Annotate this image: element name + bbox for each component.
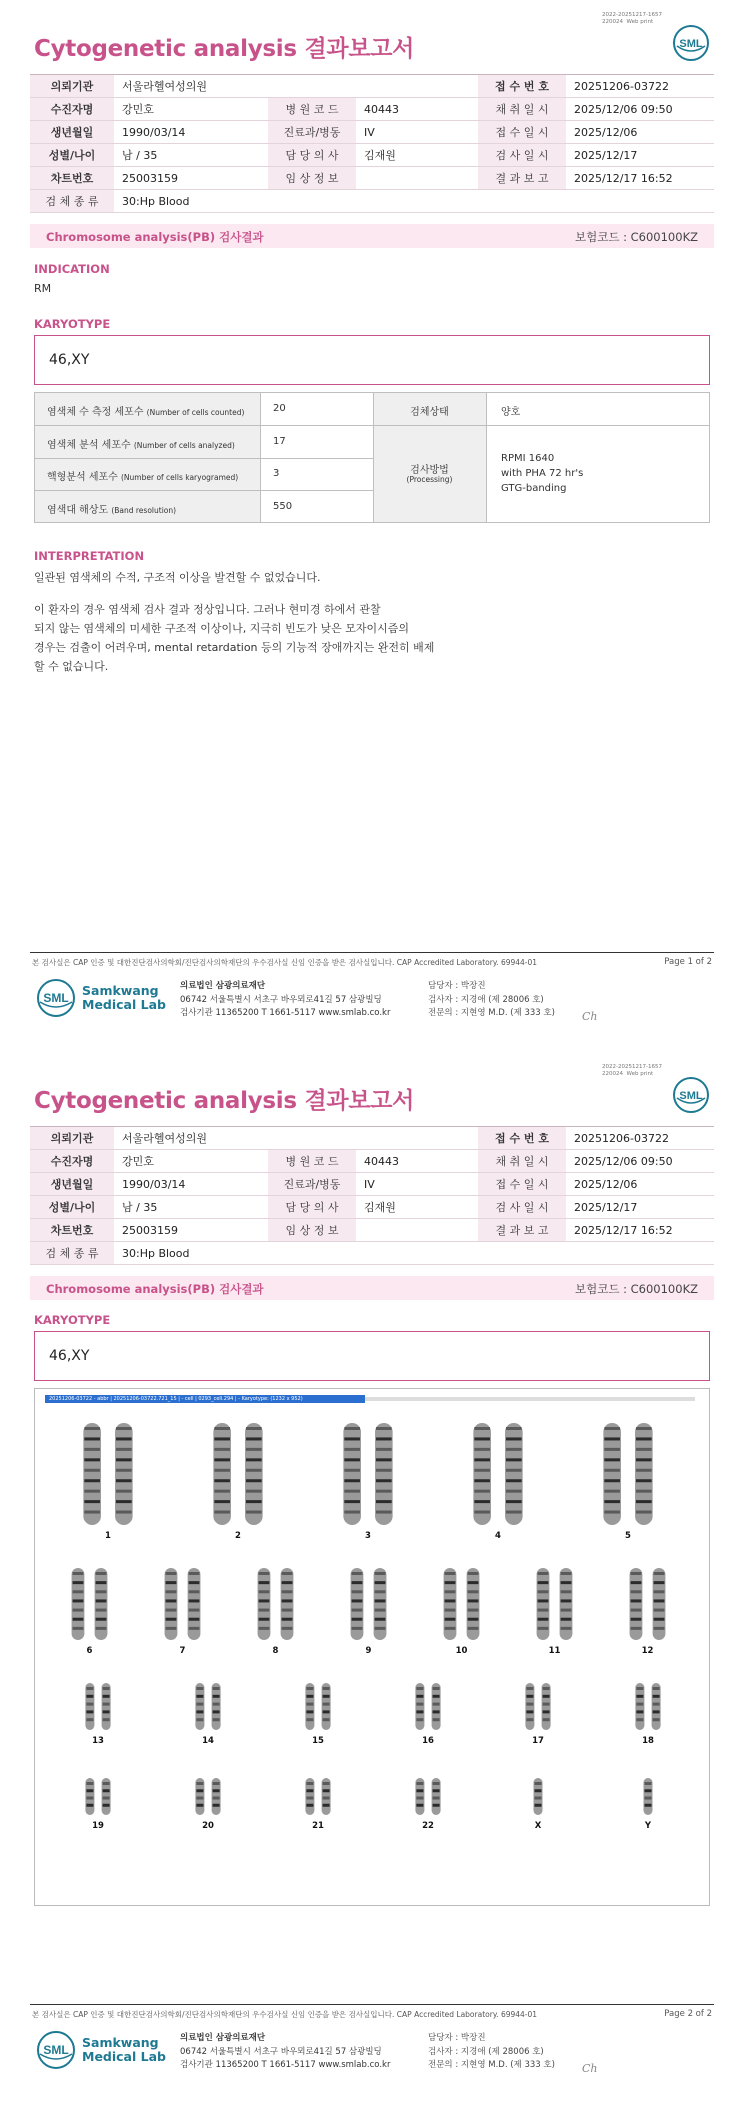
footer-logo-text: SML xyxy=(43,991,69,1005)
logo-text: SML xyxy=(679,38,703,50)
staff-tester: 검사자 : 지경애 (제 28006 호) xyxy=(428,994,544,1005)
chromosome-label: 9 xyxy=(365,1646,372,1656)
sex-age-value: 남 / 35 xyxy=(114,144,268,167)
chromosome-icon xyxy=(483,1774,593,1819)
result-band xyxy=(30,224,714,248)
chart-value: 25003159 xyxy=(114,167,268,190)
receipt-no-value: 20251206-03722 xyxy=(566,75,714,98)
chromosome-pair xyxy=(483,1679,593,1752)
staff-tester: 검사자 : 지경애 (제 28006 호) xyxy=(428,2046,544,2057)
counted-label-en: (Number of cells counted) xyxy=(146,408,245,417)
interpretation-line3: 되지 않는 염색체의 미세한 구조적 이상이나, 지극히 빈도가 낮은 모자이시즘의 xyxy=(34,622,409,635)
chromosome-icon xyxy=(136,1564,229,1644)
chart-value: 25003159 xyxy=(114,1219,268,1242)
chromosome-label: 4 xyxy=(495,1531,501,1541)
specimen-state-label: 검체상태 xyxy=(410,407,449,418)
staff-specialist: 전문의 : 지현영 M.D. (제 333 호) xyxy=(428,1008,555,1019)
brand-line1: Samkwang xyxy=(82,2035,159,2050)
stamp-id: 220024 xyxy=(602,18,623,25)
org-address: 06742 서울특별시 서초구 바우뫼로41길 57 삼광빌딩 xyxy=(180,2046,382,2057)
chromosome-icon xyxy=(322,1564,415,1644)
karyotype-value: 46,XY xyxy=(49,1348,90,1364)
collection-value: 2025/12/06 09:50 xyxy=(566,1150,714,1173)
receipt-no-value: 20251206-03722 xyxy=(566,1127,714,1150)
dept-label: 진료과/병동 xyxy=(268,121,356,144)
indication-heading: INDICATION xyxy=(34,262,110,276)
footer-staff xyxy=(428,2032,555,2073)
doctor-value: 김재원 xyxy=(356,144,478,167)
chromosome-pair xyxy=(483,1774,593,1837)
cells-table xyxy=(34,392,710,523)
collection-label: 채 취 일 시 xyxy=(478,1150,566,1173)
received-value: 2025/12/06 xyxy=(566,1173,714,1196)
chromosome-pair xyxy=(43,1774,153,1837)
patient-value: 강민호 xyxy=(114,1150,268,1173)
brand-line2: Medical Lab xyxy=(82,2049,166,2065)
karyotype-box xyxy=(34,335,710,385)
chromosome-icon xyxy=(263,1679,373,1734)
karyogram-scrollbar xyxy=(365,1397,695,1401)
insurance-code: 보험코드 : C600100KZ xyxy=(575,230,698,244)
chromosome-pair xyxy=(263,1679,373,1752)
chromosome-pair xyxy=(508,1564,601,1662)
footer-brand xyxy=(82,2036,166,2065)
brand-line2: Medical Lab xyxy=(82,997,166,1013)
karyotype-heading: KARYOTYPE xyxy=(34,317,111,331)
karyotype-box xyxy=(34,1331,710,1381)
chromosome-icon xyxy=(229,1564,322,1644)
indication-text: RM xyxy=(34,282,52,295)
analyzed-label-ko: 염색체 분석 세포수 xyxy=(47,440,131,451)
sex-age-value: 남 / 35 xyxy=(114,1196,268,1219)
footer-rule xyxy=(30,952,714,953)
chromosome-icon xyxy=(173,1419,303,1529)
chromosome-icon xyxy=(263,1774,373,1819)
divider xyxy=(35,458,373,459)
hospital-code-label: 병 원 코 드 xyxy=(268,98,356,121)
patient-label: 수진자명 xyxy=(30,98,114,121)
collection-label: 채 취 일 시 xyxy=(478,98,566,121)
receipt-no-label: 접 수 번 호 xyxy=(478,75,566,98)
chromosome-icon xyxy=(433,1419,563,1529)
collection-value: 2025/12/06 09:50 xyxy=(566,98,714,121)
footer-org xyxy=(180,980,390,1021)
report-title: Cytogenetic analysis 결과보고서 xyxy=(34,1088,415,1114)
chromosome-label: 8 xyxy=(272,1646,279,1656)
chromosome-pair xyxy=(563,1419,693,1547)
chromosome-pair xyxy=(153,1774,263,1837)
divider xyxy=(373,425,709,426)
chromosome-label: 7 xyxy=(179,1646,186,1656)
interpretation-line1: 일관된 염색체의 수적, 구조적 이상을 발견할 수 없었습니다. xyxy=(34,571,321,584)
stamp-web-print: Web print xyxy=(626,18,654,25)
dob-value: 1990/03/14 xyxy=(114,121,268,144)
hospital-code-label: 병 원 코 드 xyxy=(268,1150,356,1173)
dob-value: 1990/03/14 xyxy=(114,1173,268,1196)
chromosome-icon xyxy=(373,1679,483,1734)
sex-age-label: 성별/나이 xyxy=(30,1196,114,1219)
institution-value: 서울라헬여성의원 xyxy=(114,75,478,98)
doctor-value: 김재원 xyxy=(356,1196,478,1219)
page-number: Page 2 of 2 xyxy=(664,2009,712,2019)
specimen-state-value: 양호 xyxy=(501,407,521,418)
method-line3: GTG-banding xyxy=(501,483,567,494)
footer-accreditation: 본 검사실은 CAP 인증 및 대한진단검사의학회/진단검사의학재단의 우수검사실 신임 인증을 받은 검사실입니다. CAP Accredited Laboratory. 69944-01 xyxy=(32,958,538,967)
karyogramed-label-en: (Number of cells karyogramed) xyxy=(121,473,239,482)
tested-value: 2025/12/17 xyxy=(566,144,714,167)
chromosome-label: 20 xyxy=(202,1821,214,1831)
chromosome-pair xyxy=(433,1419,563,1547)
chromosome-icon xyxy=(601,1564,694,1644)
footer-accreditation: 본 검사실은 CAP 인증 및 대한진단검사의학회/진단검사의학재단의 우수검사실 신임 인증을 받은 검사실입니다. CAP Accredited Laboratory. 69944-01 xyxy=(32,2010,538,2019)
analyzed-label xyxy=(47,436,235,451)
sml-logo-icon xyxy=(672,24,710,62)
interpretation-line2: 이 환자의 경우 염색체 검사 결과 정상입니다. 그러나 현미경 하에서 관찰 xyxy=(34,603,381,616)
sex-age-label: 성별/나이 xyxy=(30,144,114,167)
interpretation-heading: INTERPRETATION xyxy=(34,549,145,563)
chromosome-label: 13 xyxy=(92,1736,104,1746)
staff-specialist: 전문의 : 지현영 M.D. (제 333 호) xyxy=(428,2060,555,2071)
tested-label: 검 사 일 시 xyxy=(478,1196,566,1219)
stamp-web-print: Web print xyxy=(626,1070,654,1077)
dept-value: IV xyxy=(356,1173,478,1196)
chromosome-pair xyxy=(601,1564,694,1662)
chart-label: 차트번호 xyxy=(30,167,114,190)
divider xyxy=(35,490,373,491)
chromosome-pair xyxy=(173,1419,303,1547)
chromosome-label: 12 xyxy=(641,1646,654,1656)
method-line2: with PHA 72 hr's xyxy=(501,468,584,479)
tested-value: 2025/12/17 xyxy=(566,1196,714,1219)
chromosome-icon xyxy=(508,1564,601,1644)
staff-manager: 담당자 : 박장진 xyxy=(428,981,486,991)
page-number: Page 1 of 2 xyxy=(664,957,712,967)
clinical-label: 임 상 정 보 xyxy=(268,167,356,190)
chromosome-icon xyxy=(303,1419,433,1529)
footer-brand xyxy=(82,984,166,1013)
result-band-title: Chromosome analysis(PB) 검사결과 xyxy=(46,1282,264,1296)
footer-logo-text: SML xyxy=(43,2043,69,2057)
chromosome-label: 5 xyxy=(625,1531,631,1541)
chromosome-label: 3 xyxy=(365,1531,371,1541)
chromosome-icon xyxy=(153,1679,263,1734)
received-value: 2025/12/06 xyxy=(566,121,714,144)
karyogram-caption-bar: 20251206-03722 - abbr | 20251206-03722.721_15 | - cell | 0293_cell.294 | - Karyotype: (1232 x 952) xyxy=(45,1395,365,1403)
chromosome-pair xyxy=(43,1679,153,1752)
dept-value: IV xyxy=(356,121,478,144)
doctor-label: 담 당 의 사 xyxy=(268,1196,356,1219)
signature: Ch xyxy=(582,1010,598,1023)
karyogramed-value: 3 xyxy=(273,468,280,479)
institution-label: 의뢰기관 xyxy=(30,75,114,98)
chromosome-label: 14 xyxy=(202,1736,214,1746)
chromosome-pair xyxy=(593,1774,703,1837)
counted-value: 20 xyxy=(273,403,286,414)
chromosome-label: Y xyxy=(644,1821,652,1831)
result-label: 결 과 보 고 xyxy=(478,167,566,190)
chromosome-pair xyxy=(153,1679,263,1752)
interpretation-line5: 할 수 없습니다. xyxy=(34,660,109,673)
chromosome-label: 18 xyxy=(642,1736,654,1746)
specimen-value: 30:Hp Blood xyxy=(114,1242,714,1265)
divider xyxy=(35,425,373,426)
analyzed-label-en: (Number of cells analyzed) xyxy=(133,441,235,450)
sml-footer-logo-icon xyxy=(36,2030,76,2070)
chromosome-pair xyxy=(322,1564,415,1662)
org-contact: 검사기관 11365200 T 1661-5117 www.smlab.co.kr xyxy=(180,2060,391,2071)
chromosome-label: 1 xyxy=(105,1531,111,1541)
method-label: 검사방법 xyxy=(410,465,449,476)
received-label: 접 수 일 시 xyxy=(478,121,566,144)
chromosome-label: 17 xyxy=(532,1736,544,1746)
result-label: 결 과 보 고 xyxy=(478,1219,566,1242)
interpretation-line4: 경우는 검출이 어려우며, mental retardation 등의 기능적 장애까지는 완전히 배제 xyxy=(34,641,435,654)
dob-label: 생년월일 xyxy=(30,1173,114,1196)
patient-info-table xyxy=(30,1126,714,1265)
chromosome-label: 2 xyxy=(235,1531,241,1541)
org-name: 의료법인 삼광의료재단 xyxy=(180,2033,266,2043)
chromosome-icon xyxy=(593,1774,703,1819)
chromosome-label: 21 xyxy=(312,1821,324,1831)
chromosome-pair xyxy=(43,1419,173,1547)
signature: Ch xyxy=(582,2062,598,2075)
chromosome-label: 16 xyxy=(422,1736,434,1746)
received-label: 접 수 일 시 xyxy=(478,1173,566,1196)
chromosome-label: 15 xyxy=(312,1736,324,1746)
clinical-value xyxy=(356,167,478,190)
clinical-value xyxy=(356,1219,478,1242)
analyzed-value: 17 xyxy=(273,436,286,447)
chromosome-pair xyxy=(303,1419,433,1547)
chromosome-icon xyxy=(373,1774,483,1819)
result-value: 2025/12/17 16:52 xyxy=(566,167,714,190)
org-name: 의료법인 삼광의료재단 xyxy=(180,981,266,991)
chromosome-icon xyxy=(153,1774,263,1819)
chromosome-pair xyxy=(136,1564,229,1662)
chromosome-icon xyxy=(563,1419,693,1529)
org-contact: 검사기관 11365200 T 1661-5117 www.smlab.co.kr xyxy=(180,1008,391,1019)
patient-label: 수진자명 xyxy=(30,1150,114,1173)
brand-line1: Samkwang xyxy=(82,983,159,998)
karyotype-value: 46,XY xyxy=(49,352,90,368)
stamp-id: 220024 xyxy=(602,1070,623,1077)
chromosome-label: 11 xyxy=(548,1646,561,1656)
chart-label: 차트번호 xyxy=(30,1219,114,1242)
print-stamp xyxy=(602,12,662,26)
chromosome-label: 10 xyxy=(455,1646,468,1656)
chromosome-pair xyxy=(43,1564,136,1662)
specimen-label: 검 체 종 류 xyxy=(30,1242,114,1265)
chromosome-pair xyxy=(415,1564,508,1662)
specimen-value: 30:Hp Blood xyxy=(114,190,714,213)
tested-label: 검 사 일 시 xyxy=(478,144,566,167)
sml-logo-icon xyxy=(672,1076,710,1114)
institution-label: 의뢰기관 xyxy=(30,1127,114,1150)
insurance-code: 보험코드 : C600100KZ xyxy=(575,1282,698,1296)
band-label-ko: 염색대 해상도 xyxy=(47,505,109,516)
counted-label xyxy=(47,403,244,418)
logo-text: SML xyxy=(679,1090,703,1102)
receipt-no-label: 접 수 번 호 xyxy=(478,1127,566,1150)
karyogram-image xyxy=(34,1388,710,1906)
print-stamp xyxy=(602,1064,662,1078)
stamp-code: 2022-20251217-1657 xyxy=(602,1064,662,1070)
institution-value: 서울라헬여성의원 xyxy=(114,1127,478,1150)
hospital-code-value: 40443 xyxy=(356,98,478,121)
karyotype-heading: KARYOTYPE xyxy=(34,1313,111,1327)
report-page-2 xyxy=(0,1052,744,2104)
specimen-label: 검 체 종 류 xyxy=(30,190,114,213)
chromosome-label: X xyxy=(534,1821,542,1831)
chromosome-icon xyxy=(43,1564,136,1644)
chromosome-icon xyxy=(43,1774,153,1819)
chromosome-pair xyxy=(263,1774,373,1837)
stamp-code: 2022-20251217-1657 xyxy=(602,12,662,18)
method-label-en: (Processing) xyxy=(406,475,453,484)
chromosome-label: 19 xyxy=(92,1821,104,1831)
hospital-code-value: 40443 xyxy=(356,1150,478,1173)
footer-org xyxy=(180,2032,390,2073)
chromosome-label: 22 xyxy=(422,1821,434,1831)
report-title: Cytogenetic analysis 결과보고서 xyxy=(34,36,415,62)
chromosome-pair xyxy=(593,1679,703,1752)
clinical-label: 임 상 정 보 xyxy=(268,1219,356,1242)
chromosome-pair xyxy=(229,1564,322,1662)
staff-manager: 담당자 : 박장진 xyxy=(428,2033,486,2043)
patient-info-table xyxy=(30,74,714,213)
counted-label-ko: 염색체 수 측정 세포수 xyxy=(47,407,144,418)
divider xyxy=(486,393,487,522)
karyogramed-label xyxy=(47,468,238,483)
method-line1: RPMI 1640 xyxy=(501,453,555,464)
chromosome-icon xyxy=(43,1679,153,1734)
chromosome-icon xyxy=(43,1419,173,1529)
doctor-label: 담 당 의 사 xyxy=(268,144,356,167)
chromosome-icon xyxy=(593,1679,703,1734)
result-value: 2025/12/17 16:52 xyxy=(566,1219,714,1242)
result-band-title: Chromosome analysis(PB) 검사결과 xyxy=(46,230,264,244)
result-band xyxy=(30,1276,714,1300)
footer-staff xyxy=(428,980,555,1021)
chromosome-label: 6 xyxy=(86,1646,93,1656)
dept-label: 진료과/병동 xyxy=(268,1173,356,1196)
sml-footer-logo-icon xyxy=(36,978,76,1018)
dob-label: 생년월일 xyxy=(30,121,114,144)
chromosome-pair xyxy=(373,1679,483,1752)
patient-value: 강민호 xyxy=(114,98,268,121)
band-resolution-label xyxy=(47,501,176,516)
chromosome-icon xyxy=(483,1679,593,1734)
footer-rule xyxy=(30,2004,714,2005)
chromosome-pair xyxy=(373,1774,483,1837)
karyogramed-label-ko: 핵형분석 세포수 xyxy=(47,472,118,483)
band-label-en: (Band resolution) xyxy=(111,506,177,515)
chromosome-icon xyxy=(415,1564,508,1644)
band-resolution-value: 550 xyxy=(273,501,293,512)
org-address: 06742 서울특별시 서초구 바우뫼로41길 57 삼광빌딩 xyxy=(180,994,382,1005)
